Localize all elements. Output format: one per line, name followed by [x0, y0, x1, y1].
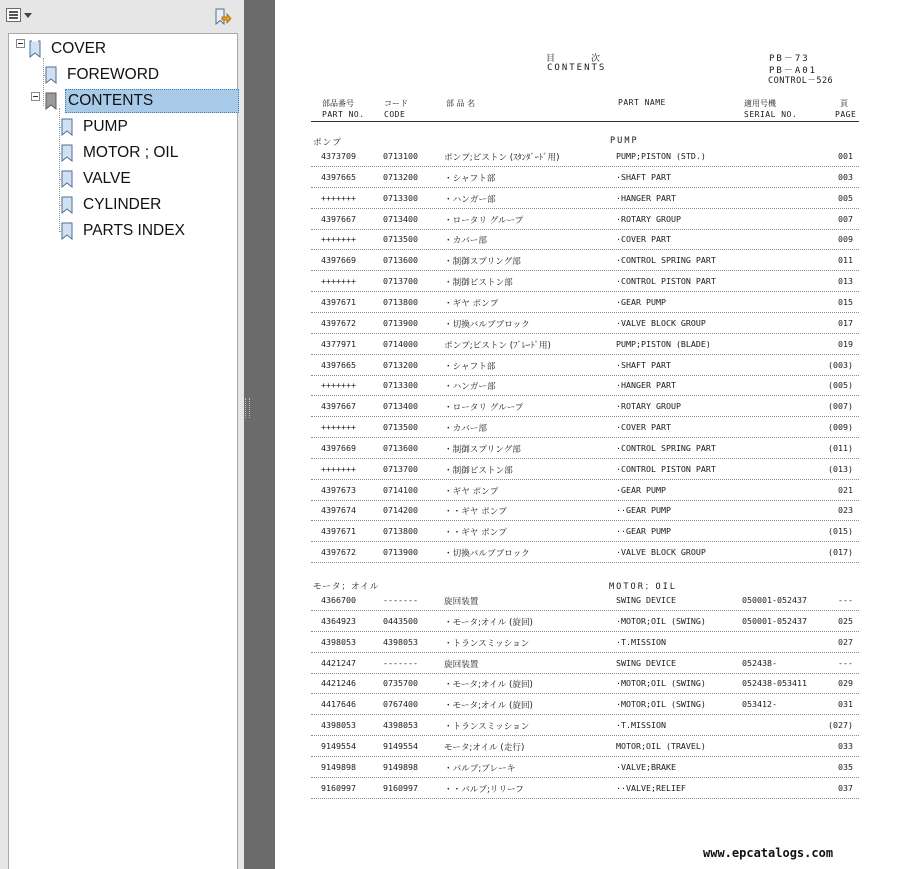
- cell-page: 025: [838, 615, 853, 626]
- cell-part: 4397667: [321, 213, 356, 224]
- cell-jp: ・・ギヤ ポンプ: [444, 528, 507, 539]
- bookmark-motor-oil[interactable]: [61, 141, 180, 165]
- cell-en: ·T.MISSION: [616, 636, 666, 647]
- cell-code: 0735700: [383, 678, 418, 689]
- cell-part: 4421247: [321, 657, 356, 668]
- expand-bookmark-button[interactable]: [214, 8, 232, 26]
- cell-en: ·ROTARY GROUP: [616, 213, 681, 224]
- cell-part: 4417646: [321, 699, 356, 710]
- header-name-jp: 部 品 名: [446, 99, 476, 108]
- collapse-cover-toggle[interactable]: [16, 39, 25, 48]
- cell-code: -------: [383, 595, 418, 605]
- table-row: [311, 291, 859, 313]
- table-row: [311, 777, 859, 799]
- cell-code: 0713500: [383, 234, 418, 245]
- cell-jp: ・トランスミッション: [444, 638, 530, 649]
- cell-page: (009): [828, 422, 853, 433]
- cell-jp: ・制御スプリング部: [444, 257, 521, 268]
- cell-code: 9149554: [383, 740, 418, 751]
- cell-code: 0714000: [383, 338, 418, 349]
- cell-page: 021: [838, 484, 853, 495]
- document-page: [275, 0, 916, 869]
- cell-serial: 050001-052437: [742, 595, 807, 605]
- cell-page: 017: [838, 317, 853, 328]
- table-row: [311, 756, 859, 778]
- cell-page: 027: [838, 636, 853, 647]
- bookmark-pump[interactable]: [61, 115, 130, 139]
- cell-en: SWING DEVICE: [616, 595, 676, 605]
- cell-code: 0714100: [383, 484, 418, 495]
- cell-page: 035: [838, 761, 853, 772]
- cell-jp: ・モータ;オイル (旋回): [444, 617, 533, 628]
- table-row: [311, 499, 859, 521]
- cell-en: ·VALVE;BRAKE: [616, 761, 676, 772]
- cell-code: 0714200: [383, 505, 418, 516]
- table-row: [311, 652, 859, 674]
- table-row: [311, 333, 859, 355]
- cell-jp: ・バルブ;ブレーキ: [444, 763, 516, 774]
- cell-jp: 旋回装置: [444, 659, 479, 670]
- cell-serial: 053412-: [742, 699, 777, 710]
- cell-jp: ・ギヤ ポンプ: [444, 486, 499, 497]
- cell-part: 4421246: [321, 678, 356, 689]
- table-row: [311, 589, 859, 611]
- cell-page: 001: [838, 151, 853, 161]
- cell-part: 4398053: [321, 636, 356, 647]
- cell-page: 015: [838, 296, 853, 307]
- cell-part: +++++++: [321, 234, 356, 245]
- cell-part: 4397673: [321, 484, 356, 495]
- table-row: [311, 374, 859, 396]
- table-row: [311, 187, 859, 209]
- table-row: [311, 437, 859, 459]
- table-row: [311, 416, 859, 438]
- cell-en: ·MOTOR;OIL (SWING): [616, 678, 706, 689]
- cell-code: 0713700: [383, 463, 418, 474]
- cell-en: ·GEAR PUMP: [616, 484, 666, 495]
- cell-en: ··GEAR PUMP: [616, 505, 671, 516]
- header-serial: SERIAL NO.: [744, 110, 798, 119]
- cell-en: ·CONTROL PISTON PART: [616, 463, 716, 474]
- table-row: [311, 693, 859, 715]
- cell-page: ---: [838, 657, 853, 668]
- cell-jp: ・モータ;オイル (旋回): [444, 701, 533, 712]
- control-number: CONTROL－526: [768, 76, 834, 86]
- cell-page: 005: [838, 192, 853, 203]
- cell-en: ·CONTROL PISTON PART: [616, 276, 716, 287]
- cell-code: 0443500: [383, 615, 418, 626]
- cell-jp: ・・バルブ;リリーフ: [444, 784, 524, 795]
- cell-part: 4397665: [321, 171, 356, 182]
- chevron-down-icon: [24, 13, 32, 18]
- header-page-jp: 頁: [840, 99, 848, 108]
- cell-code: 0713200: [383, 359, 418, 370]
- table-row: [311, 610, 859, 632]
- cell-jp: モータ;オイル (走行): [444, 742, 525, 753]
- cell-jp: ・ハンガー部: [444, 382, 496, 393]
- cell-part: 4397671: [321, 526, 356, 537]
- cell-en: ·GEAR PUMP: [616, 296, 666, 307]
- bookmark-icon: [61, 170, 75, 188]
- bookmark-label: PUMP: [83, 118, 128, 135]
- table-row: [311, 458, 859, 480]
- table-row: [311, 270, 859, 292]
- cell-jp: ポンプ;ピストン (ﾌﾞﾚｰﾄﾞ用): [444, 340, 551, 351]
- bookmarks-panel: [0, 0, 244, 869]
- cell-part: 4397669: [321, 255, 356, 266]
- cell-page: 033: [838, 740, 853, 751]
- cell-serial: 052438-053411: [742, 678, 807, 689]
- bookmark-label: VALVE: [83, 170, 131, 187]
- cell-page: ---: [838, 595, 853, 605]
- cell-jp: ・シャフト部: [444, 361, 496, 372]
- cell-part: 4397665: [321, 359, 356, 370]
- cell-part: 4397672: [321, 317, 356, 328]
- cell-jp: ・モータ;オイル (旋回): [444, 680, 533, 691]
- cell-part: 4397667: [321, 401, 356, 412]
- bookmark-foreword[interactable]: [45, 63, 161, 87]
- cell-code: 4398053: [383, 636, 418, 647]
- bookmark-parts-index[interactable]: [61, 219, 187, 243]
- cell-en: ·CONTROL SPRING PART: [616, 442, 716, 453]
- table-row: [311, 714, 859, 736]
- table-row: [311, 312, 859, 334]
- table-row: [311, 208, 859, 230]
- cell-en: ·COVER PART: [616, 422, 671, 433]
- bookmark-icon: [61, 118, 75, 136]
- cell-jp: ・ハンガー部: [444, 194, 496, 205]
- bookmark-label: COVER: [51, 40, 107, 57]
- header-code: CODE: [384, 110, 406, 119]
- cell-part: 9149898: [321, 761, 356, 772]
- bookmark-valve[interactable]: [61, 167, 133, 191]
- cell-part: 4397672: [321, 547, 356, 558]
- bookmark-icon: [61, 196, 75, 214]
- cell-jp: ・切換バルブブロック: [444, 549, 530, 560]
- cell-en: ·HANGER PART: [616, 192, 676, 203]
- cell-page: 029: [838, 678, 853, 689]
- bookmark-tree: [8, 33, 238, 869]
- table-row: [311, 228, 859, 250]
- cell-part: 4377971: [321, 338, 356, 349]
- cell-en: ·SHAFT PART: [616, 171, 671, 182]
- cell-en: ·HANGER PART: [616, 380, 676, 391]
- cell-code: 0713600: [383, 255, 418, 266]
- title-jp: 目 次: [546, 54, 601, 64]
- page-title: CONTENTS: [547, 63, 607, 73]
- cell-page: 023: [838, 505, 853, 516]
- cell-code: 0713200: [383, 171, 418, 182]
- bookmark-label: PARTS INDEX: [83, 222, 185, 239]
- cell-code: 0713600: [383, 442, 418, 453]
- cell-jp: ・制御ピストン部: [444, 278, 513, 289]
- cell-jp: ポンプ;ピストン (ｽﾀﾝﾀﾞｰﾄﾞ用): [444, 153, 560, 163]
- section-title-motor: MOTOR；OIL: [609, 582, 677, 592]
- panel-splitter[interactable]: [244, 0, 275, 869]
- table-row: [311, 354, 859, 376]
- cell-jp: ・ロータリ グループ: [444, 215, 524, 226]
- cell-code: 0713900: [383, 547, 418, 558]
- model-number-alt: PB－A01: [769, 66, 818, 76]
- cell-page: 019: [838, 338, 853, 349]
- cell-part: 4366700: [321, 595, 356, 605]
- cell-en: PUMP;PISTON (BLADE): [616, 338, 711, 349]
- bookmark-label: MOTOR ; OIL: [83, 144, 179, 161]
- cell-page: (005): [828, 380, 853, 391]
- table-row: [311, 735, 859, 757]
- bookmark-icon: [45, 66, 59, 84]
- cell-page: (027): [828, 720, 853, 731]
- header-code-jp: コード: [384, 99, 408, 108]
- bookmark-label: FOREWORD: [67, 66, 160, 83]
- cell-part: 4398053: [321, 720, 356, 731]
- cell-jp: ・トランスミッション: [444, 722, 530, 733]
- splitter-grip-icon[interactable]: [245, 398, 250, 418]
- cell-page: 013: [838, 276, 853, 287]
- cell-en: ··VALVE;RELIEF: [616, 782, 686, 793]
- bookmark-icon: [61, 144, 75, 162]
- table-row: [311, 541, 859, 563]
- cell-code: 0713500: [383, 422, 418, 433]
- cell-en: ·T.MISSION: [616, 720, 666, 731]
- cell-page: (015): [828, 526, 853, 537]
- cell-jp: ・ギヤ ポンプ: [444, 298, 499, 309]
- cell-en: ·VALVE BLOCK GROUP: [616, 317, 706, 328]
- collapse-contents-toggle[interactable]: [31, 92, 40, 101]
- cell-jp: ・・ギヤ ポンプ: [444, 507, 507, 518]
- cell-part: 9149554: [321, 740, 356, 751]
- cell-page: (007): [828, 401, 853, 412]
- bookmarks-toolbar: [0, 0, 244, 32]
- cell-en: ·MOTOR;OIL (SWING): [616, 615, 706, 626]
- cell-page: 007: [838, 213, 853, 224]
- cell-code: 0713100: [383, 151, 418, 161]
- bookmark-icon: [29, 40, 43, 58]
- cell-jp: ・切換バルブブロック: [444, 319, 530, 330]
- cell-jp: ・制御ピストン部: [444, 465, 513, 476]
- cell-page: (011): [828, 442, 853, 453]
- cell-en: ·CONTROL SPRING PART: [616, 255, 716, 266]
- cell-code: 0713900: [383, 317, 418, 328]
- cell-jp: ・シャフト部: [444, 173, 496, 184]
- cell-jp: ・カバー部: [444, 236, 487, 247]
- cell-part: 4364923: [321, 615, 356, 626]
- cell-jp: ・ロータリ グループ: [444, 403, 524, 414]
- header-page: PAGE: [835, 110, 857, 119]
- expand-bookmark-icon: [214, 8, 232, 26]
- cell-page: 031: [838, 699, 853, 710]
- cell-code: 0767400: [383, 699, 418, 710]
- bookmark-options-button[interactable]: [6, 7, 30, 25]
- table-row: [311, 249, 859, 271]
- table-row: [311, 145, 859, 167]
- cell-page: (013): [828, 463, 853, 474]
- cell-part: +++++++: [321, 276, 356, 287]
- cell-en: ·COVER PART: [616, 234, 671, 245]
- cell-code: 0713400: [383, 401, 418, 412]
- header-name: PART NAME: [618, 98, 666, 107]
- cell-code: 0713800: [383, 296, 418, 307]
- cell-en: MOTOR;OIL (TRAVEL): [616, 740, 706, 751]
- cell-en: ·SHAFT PART: [616, 359, 671, 370]
- bookmark-cover[interactable]: [29, 37, 108, 61]
- table-row: [311, 166, 859, 188]
- cell-part: +++++++: [321, 422, 356, 433]
- header-part-no: PART NO.: [322, 110, 365, 119]
- section-title-motor-jp: モータ；オイル: [313, 582, 380, 592]
- website-watermark: www.epcatalogs.com: [703, 846, 834, 860]
- cell-en: ·MOTOR;OIL (SWING): [616, 699, 706, 710]
- cell-serial: 052438-: [742, 657, 777, 668]
- cell-code: -------: [383, 657, 418, 668]
- section-title-pump-jp: ポンプ: [313, 138, 342, 148]
- cell-part: 9160997: [321, 782, 356, 793]
- table-row: [311, 395, 859, 417]
- cell-en: SWING DEVICE: [616, 657, 676, 668]
- cell-en: ·VALVE BLOCK GROUP: [616, 547, 706, 558]
- cell-en: PUMP;PISTON (STD.): [616, 151, 706, 161]
- cell-serial: 050001-052437: [742, 615, 807, 626]
- cell-code: 0713700: [383, 276, 418, 287]
- cell-page: 011: [838, 255, 853, 266]
- header-serial-jp: 適用号機: [744, 99, 776, 108]
- header-rule: [311, 121, 859, 122]
- cell-code: 0713300: [383, 192, 418, 203]
- cell-part: +++++++: [321, 192, 356, 203]
- model-number: PB－73: [769, 54, 810, 64]
- cell-jp: 旋回装置: [444, 597, 479, 607]
- bookmark-icon: [45, 92, 59, 110]
- bookmark-label: CYLINDER: [83, 196, 162, 213]
- bookmark-icon: [61, 222, 75, 240]
- bookmark-label: CONTENTS: [65, 89, 239, 113]
- cell-part: 4373709: [321, 151, 356, 161]
- table-row: [311, 672, 859, 694]
- cell-en: ··GEAR PUMP: [616, 526, 671, 537]
- cell-code: 9149898: [383, 761, 418, 772]
- table-row: [311, 479, 859, 501]
- cell-part: 4397674: [321, 505, 356, 516]
- table-row: [311, 631, 859, 653]
- cell-page: 037: [838, 782, 853, 793]
- cell-part: +++++++: [321, 380, 356, 391]
- cell-page: (017): [828, 547, 853, 558]
- cell-part: 4397669: [321, 442, 356, 453]
- bookmark-cylinder[interactable]: [61, 193, 163, 217]
- cell-part: 4397671: [321, 296, 356, 307]
- cell-page: (003): [828, 359, 853, 370]
- cell-code: 9160997: [383, 782, 418, 793]
- bookmark-contents[interactable]: [45, 89, 239, 113]
- cell-page: 003: [838, 171, 853, 182]
- cell-part: +++++++: [321, 463, 356, 474]
- cell-code: 0713800: [383, 526, 418, 537]
- cell-en: ·ROTARY GROUP: [616, 401, 681, 412]
- cell-code: 4398053: [383, 720, 418, 731]
- header-part-no-jp: 部品番号: [322, 99, 354, 108]
- cell-code: 0713400: [383, 213, 418, 224]
- cell-jp: ・カバー部: [444, 424, 487, 435]
- bookmark-options-icon: [6, 8, 21, 22]
- section-title-pump: PUMP: [610, 136, 639, 146]
- cell-code: 0713300: [383, 380, 418, 391]
- table-row: [311, 520, 859, 542]
- cell-jp: ・制御スプリング部: [444, 444, 521, 455]
- cell-page: 009: [838, 234, 853, 245]
